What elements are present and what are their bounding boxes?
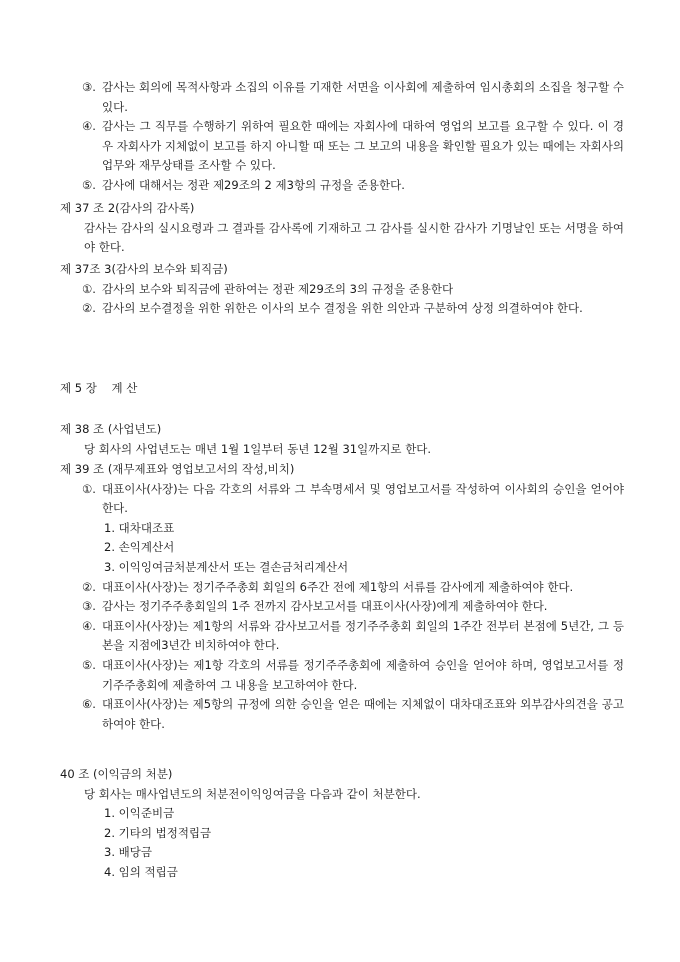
sub-item: 2. 기타의 법정적립금 bbox=[104, 825, 212, 840]
list-item bbox=[0, 176, 680, 196]
item-number: ③. bbox=[82, 80, 96, 94]
audit-items-continued bbox=[0, 78, 680, 196]
sub-item: 1. 대차대조표 bbox=[104, 520, 175, 535]
article-body: 감사는 감사의 실시요령과 그 결과를 감사록에 기재하고 그 감사를 실시한 감사가 기명날인 또는 서명을 하여야 한다. bbox=[84, 220, 624, 255]
item-text: 대표이사(사장)는 다음 각호의 서류와 그 부속명세서 및 영업보고서를 작성하여 이사회의 승인을 얻어야 한다. bbox=[102, 481, 624, 516]
article-heading: 제 37조 3(감사의 보수와 퇴직금) bbox=[60, 262, 228, 276]
article-heading: 40 조 (이익금의 처분) bbox=[60, 767, 173, 781]
chapter-5 bbox=[0, 379, 680, 399]
item-number: ⑤. bbox=[82, 177, 96, 192]
chapter-title: 제 5 장 계 산 bbox=[60, 381, 138, 395]
article-heading: 제 39 조 (재무제표와 영업보고서의 작성,비치) bbox=[60, 462, 295, 476]
list-item bbox=[0, 617, 680, 656]
article-40 bbox=[0, 765, 680, 883]
item-text: 대표이사(사장)는 제5항의 규정에 의한 승인을 얻은 때에는 지체없이 대차대조표와 외부감사의견을 공고하여야 한다. bbox=[102, 697, 624, 731]
item-text: 감사는 회의에 목적사항과 소집의 이유를 기재한 서면을 이사회에 제출하여 임시총회의 소집을 청구할 수 있다. bbox=[102, 80, 624, 114]
sub-item: 3. 배당금 bbox=[104, 845, 152, 860]
sub-item: 3. 이익잉여금처분계산서 또는 결손금처리계산서 bbox=[104, 559, 349, 574]
article-37-3 bbox=[0, 260, 680, 319]
item-text: 감사에 대해서는 정관 제29조의 2 제3항의 규정을 준용한다. bbox=[102, 177, 405, 192]
item-number: ④. bbox=[82, 119, 96, 134]
article-heading: 제 38 조 (사업년도) bbox=[60, 422, 162, 436]
sub-item: 2. 손익계산서 bbox=[104, 540, 175, 555]
article-body: 당 회사의 사업년도는 매년 1월 1일부터 동년 12월 31일까지로 한다. bbox=[84, 441, 432, 456]
item-text: 대표이사(사장)는 제1항 각호의 서류를 정기주주총회에 제출하여 승인을 얻어야 하며, 영업보고서를 정기주주총회에 제출하여 그 내용을 보고하여야 한다. bbox=[102, 657, 624, 692]
article-38 bbox=[0, 420, 680, 459]
item-number: ④. bbox=[82, 618, 96, 633]
item-number: ⑥. bbox=[82, 697, 96, 712]
list-item bbox=[0, 578, 680, 598]
article-heading: 제 37 조 2(감사의 감사록) bbox=[60, 201, 195, 215]
sub-item: 1. 이익준비금 bbox=[104, 806, 175, 821]
item-number: ②. bbox=[82, 301, 96, 316]
item-number: ①. bbox=[82, 481, 96, 496]
item-text: 대표이사(사장)는 정기주주총회 회일의 6주간 전에 제1항의 서류를 감사에게 제출하여야 한다. bbox=[102, 579, 574, 594]
article-39 bbox=[0, 460, 680, 734]
sub-item: 4. 임의 적립금 bbox=[104, 864, 178, 879]
item-text: 감사의 보수와 퇴직금에 관하여는 정관 제29조의 3의 규정을 준용한다 bbox=[102, 281, 454, 296]
list-item bbox=[0, 656, 680, 695]
list-item bbox=[0, 78, 680, 117]
list-item bbox=[0, 695, 680, 734]
item-text: 감사의 보수결정을 위한 위한은 이사의 보수 결정을 위한 의안과 구분하여 상정 의결하여야 한다. bbox=[102, 301, 583, 316]
item-number: ⑤. bbox=[82, 657, 96, 672]
item-number: ②. bbox=[82, 579, 96, 594]
item-number: ③. bbox=[82, 599, 96, 614]
article-body: 당 회사는 매사업년도의 처분전이익잉여금을 다음과 같이 처분한다. bbox=[84, 786, 421, 801]
list-item bbox=[0, 280, 680, 300]
list-item bbox=[0, 480, 680, 519]
item-text: 감사는 정기주주총회일의 1주 전까지 감사보고서를 대표이사(사장)에게 제출하여야 한다. bbox=[102, 599, 548, 614]
list-item bbox=[0, 117, 680, 176]
item-text: 감사는 그 직무를 수행하기 위하여 필요한 때에는 자회사에 대하여 영업의 보고를 요구할 수 있다. 이 경우 자회사가 지체없이 보고를 하지 아니할 때 또는 그 보고의 내용을 확인할 필요가 있는 때에는 자회사의 업무와 재무상태를 조사할 수 있다. bbox=[102, 119, 624, 173]
item-text: 대표이사(사장)는 제1항의 서류와 감사보고서를 정기주주총회 회일의 1주간 전부터 본점에 5년간, 그 등본을 지점에3년간 비치하여야 한다. bbox=[102, 618, 624, 653]
list-item bbox=[0, 299, 680, 319]
list-item bbox=[0, 597, 680, 617]
article-37-2 bbox=[0, 199, 680, 258]
item-number: ①. bbox=[82, 281, 96, 296]
